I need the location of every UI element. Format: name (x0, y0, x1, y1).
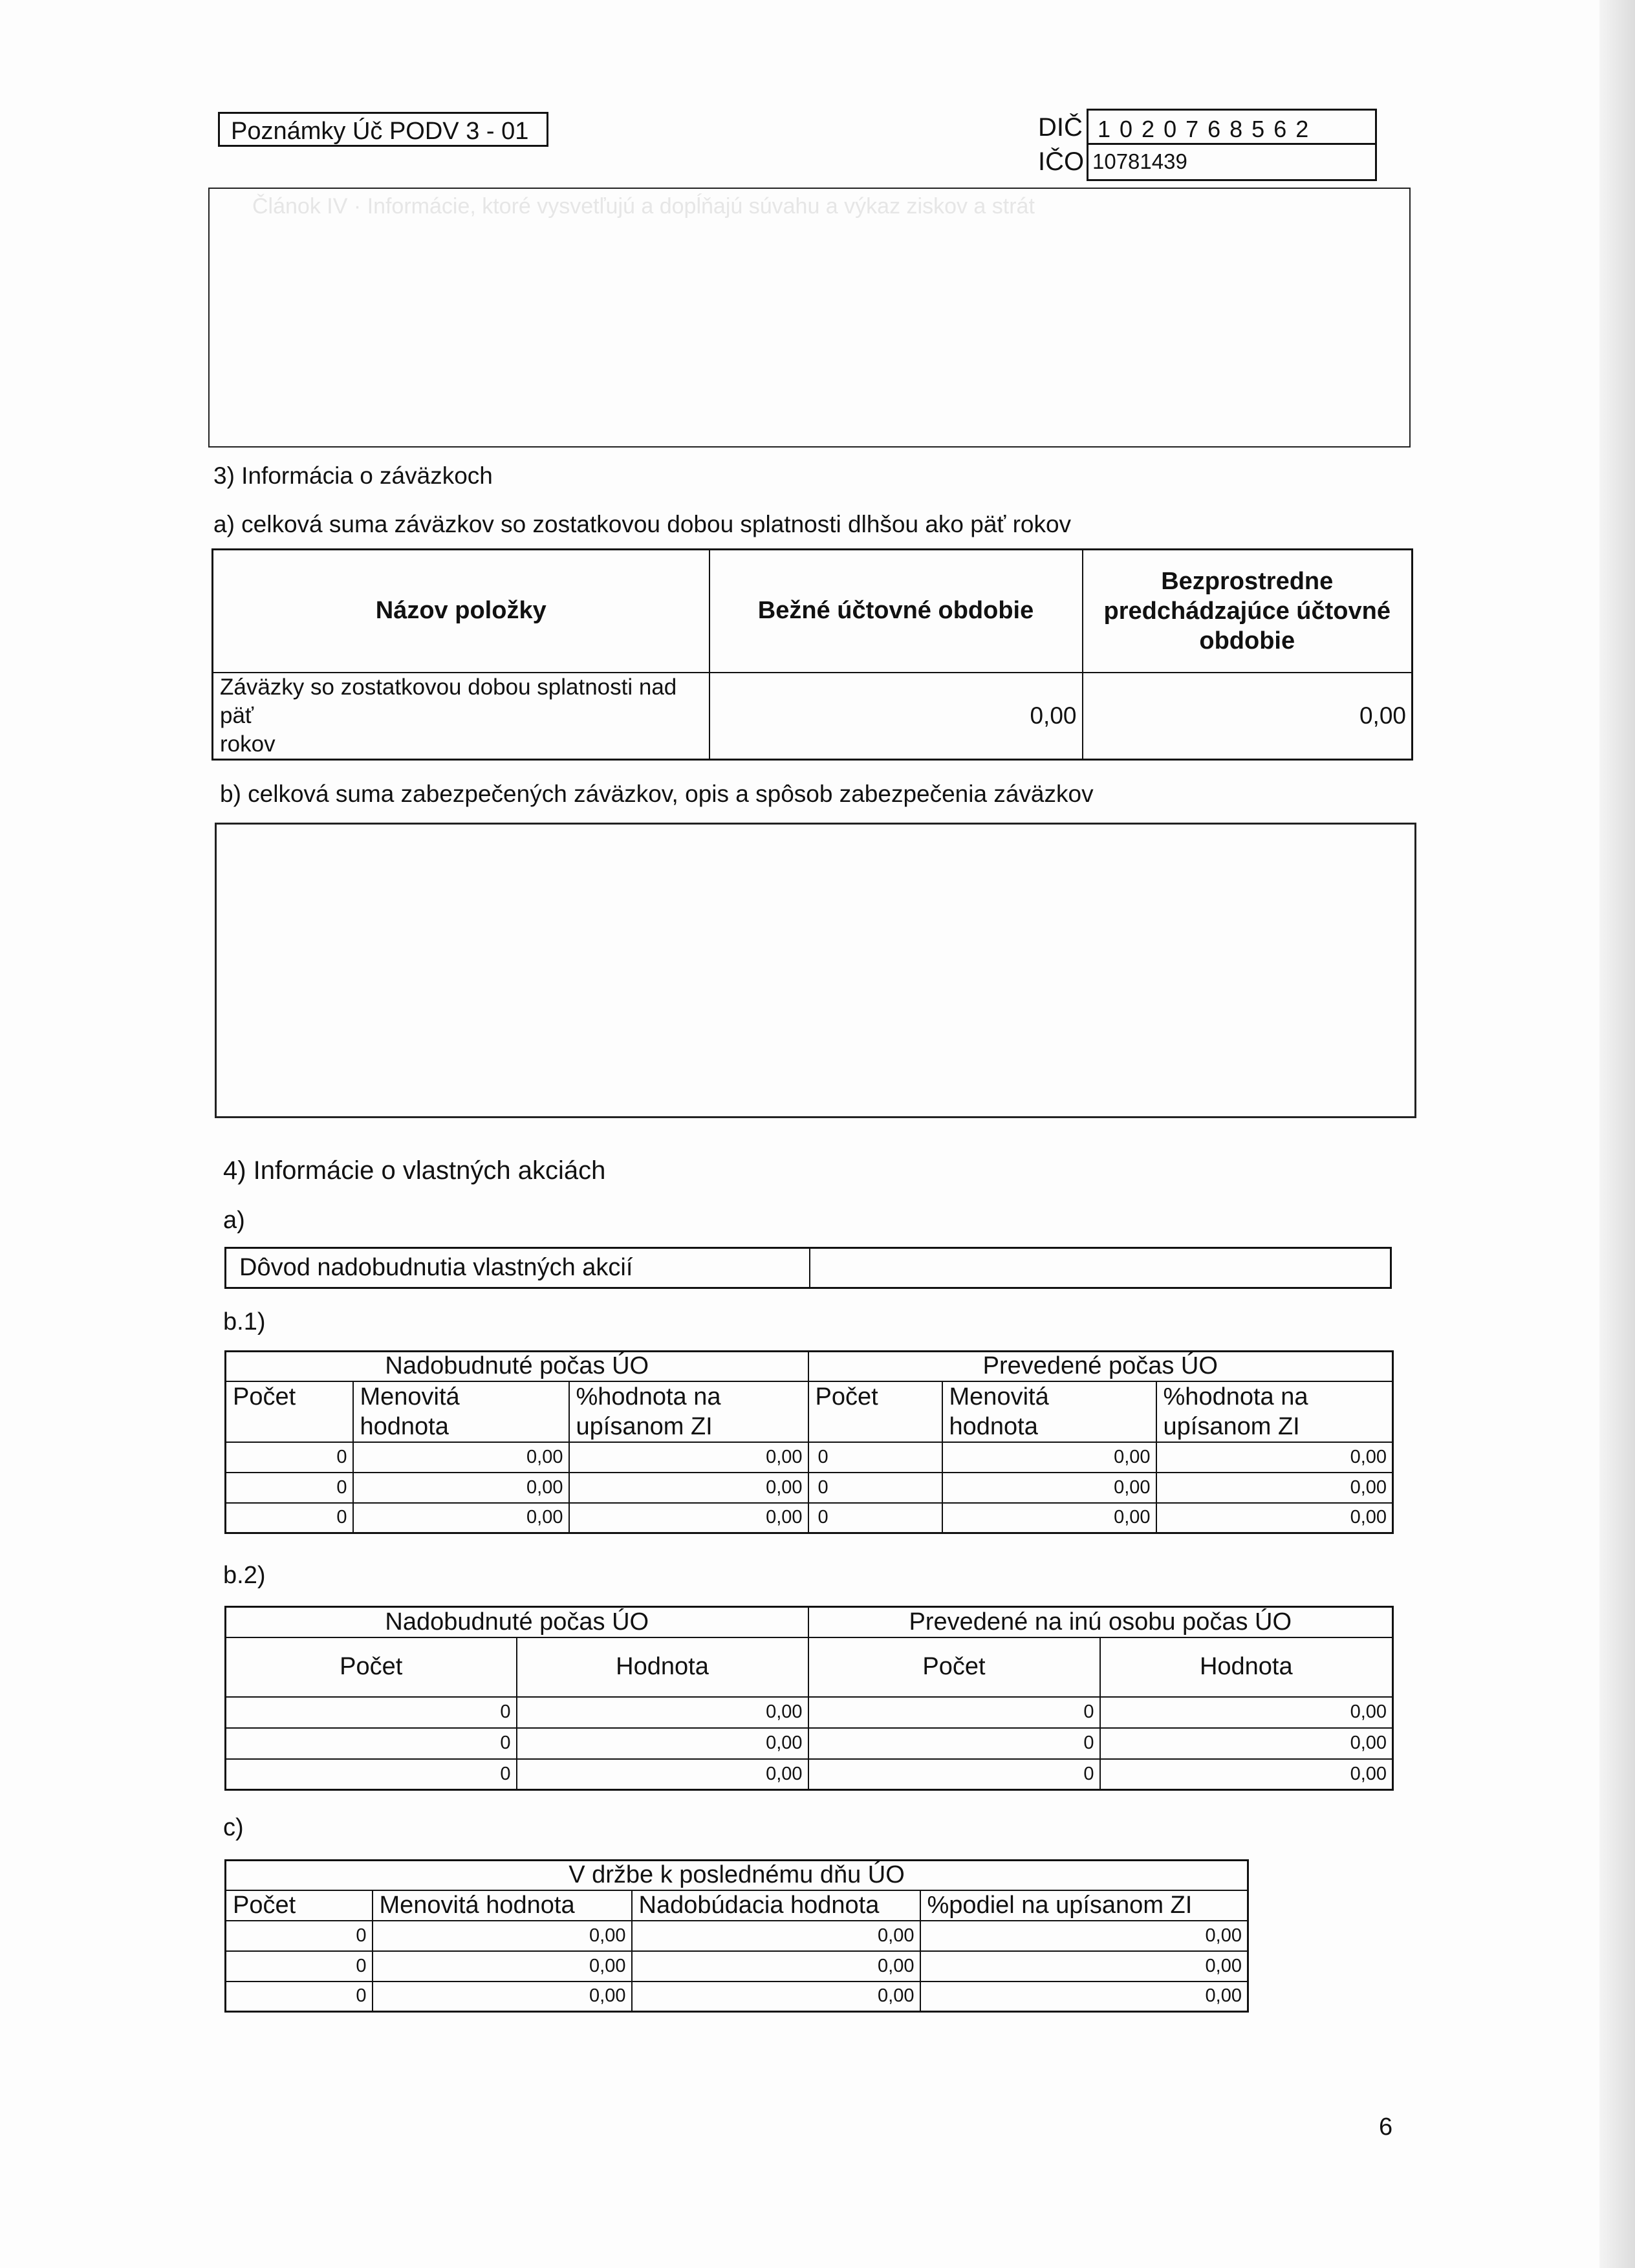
b2-acquired-group: Nadobudnuté počas ÚO (226, 1607, 808, 1637)
table-row (226, 1982, 1248, 2012)
own-shares-c-table (224, 1859, 1249, 2013)
page-number: 6 (1379, 2113, 1393, 2141)
b1-col-pct-right-l2: upísanom ZI (1163, 1412, 1300, 1440)
ico-field (1087, 145, 1377, 181)
own-shares-b1-table (224, 1350, 1394, 1534)
form-label: Poznámky Úč PODV 3 - 01 (231, 118, 529, 145)
c-col-pct: %podiel na upísanom ZI (920, 1890, 1248, 1921)
c-cell: 0,00 (373, 1921, 632, 1951)
b1-cell: 0,00 (353, 1503, 569, 1533)
b1-cell: 0,00 (353, 1473, 569, 1503)
form-label-box (218, 112, 548, 147)
b1-col-pct-right (1156, 1381, 1393, 1442)
ico-label: IČO (1038, 147, 1085, 176)
b2-cell: 0 (226, 1697, 517, 1728)
c-cell: 0 (226, 1921, 373, 1951)
b2-cell: 0,00 (1100, 1728, 1393, 1759)
c-col-acquisition: Nadobúdacia hodnota (632, 1890, 920, 1921)
section3-title: 3) Informácia o záväzkoch (213, 462, 493, 489)
row-current-value: 0,00 (709, 673, 1083, 760)
b1-cell: 0,00 (942, 1503, 1156, 1533)
c-cell: 0,00 (373, 1951, 632, 1982)
b2-col-count-right: Počet (808, 1637, 1100, 1697)
c-group-header: V držbe k poslednému dňu ÚO (226, 1861, 1248, 1890)
c-cell: 0,00 (920, 1951, 1248, 1982)
b1-acquired-group: Nadobudnuté počas ÚO (226, 1352, 808, 1381)
b1-cell: 0 (226, 1442, 353, 1473)
secured-liabilities-box (215, 823, 1416, 1118)
col-current-period: Bežné účtovné obdobie (709, 550, 1083, 673)
b2-cell: 0,00 (517, 1728, 808, 1759)
b1-cell: 0,00 (1156, 1473, 1393, 1503)
c-cell: 0,00 (632, 1951, 920, 1982)
b1-cell: 0 (808, 1442, 942, 1473)
b1-col-nominal-right (942, 1381, 1156, 1442)
b2-cell: 0 (226, 1759, 517, 1790)
table-row (226, 1697, 1393, 1728)
b1-cell: 0 (226, 1503, 353, 1533)
table-row (226, 1759, 1393, 1790)
section4c-label: c) (223, 1814, 244, 1841)
row-label-line1: Záväzky so zostatkovou dobou splatnosti nad päť (220, 674, 677, 728)
b1-col-nominal-right-l1: Menovitá (949, 1383, 1049, 1410)
table-row (226, 1951, 1248, 1982)
b1-col-pct-right-l1: %hodnota na (1163, 1383, 1308, 1410)
section3a-title: a) celková suma záväzkov so zostatkovou dobou splatnosti dlhšou ako päť rokov (213, 511, 1072, 537)
b1-col-count: Počet (226, 1381, 353, 1442)
b2-transferred-group: Prevedené na inú osobu počas ÚO (808, 1607, 1393, 1637)
table-row (226, 1473, 1393, 1503)
table-row (213, 673, 1413, 760)
b1-cell: 0,00 (942, 1473, 1156, 1503)
b2-cell: 0 (808, 1759, 1100, 1790)
b1-cell: 0,00 (1156, 1442, 1393, 1473)
notes-text-box (208, 188, 1411, 448)
c-cell: 0,00 (632, 1921, 920, 1951)
reason-row (224, 1247, 1392, 1289)
b2-cell: 0 (808, 1697, 1100, 1728)
long-term-liabilities-table (211, 548, 1413, 761)
bleed-through-text: Článok IV · Informácie, ktoré vysvetľujú a dopĺňajú súvahu a výkaz ziskov a strát (252, 194, 1035, 219)
table-row (226, 1442, 1393, 1473)
b1-cell: 0,00 (353, 1442, 569, 1473)
b1-cell: 0,00 (1156, 1503, 1393, 1533)
col-previous-line3: obdobie (1199, 627, 1295, 654)
row-label-line2: rokov (220, 731, 276, 757)
table-row (226, 1503, 1393, 1533)
section4b2-label: b.2) (223, 1562, 266, 1589)
dic-field (1087, 109, 1377, 145)
b2-cell: 0 (808, 1728, 1100, 1759)
b2-cell: 0,00 (517, 1697, 808, 1728)
table-row (226, 1921, 1248, 1951)
c-cell: 0,00 (632, 1982, 920, 2012)
c-cell: 0,00 (920, 1921, 1248, 1951)
b2-col-count: Počet (226, 1637, 517, 1697)
own-shares-b2-table (224, 1606, 1394, 1791)
b1-col-nominal (353, 1381, 569, 1442)
b2-cell: 0,00 (517, 1759, 808, 1790)
col-previous-line2: predchádzajúce účtovné (1103, 597, 1391, 625)
dic-label: DIČ (1038, 113, 1083, 142)
scan-edge (1599, 0, 1635, 2268)
section4a-label: a) (223, 1207, 245, 1234)
ico-value: 10781439 (1092, 149, 1187, 173)
section4-title: 4) Informácie o vlastných akciách (223, 1156, 606, 1185)
b1-col-pct (569, 1381, 808, 1442)
b1-col-nominal-right-l2: hodnota (949, 1412, 1038, 1440)
b1-cell: 0 (226, 1473, 353, 1503)
row-previous-value: 0,00 (1083, 673, 1413, 760)
b1-cell: 0,00 (569, 1442, 808, 1473)
c-col-count: Počet (226, 1890, 373, 1921)
b2-col-value: Hodnota (517, 1637, 808, 1697)
table-row (226, 1728, 1393, 1759)
c-col-nominal: Menovitá hodnota (373, 1890, 632, 1921)
b1-cell: 0 (808, 1503, 942, 1533)
b1-col-pct-l1: %hodnota na (576, 1383, 721, 1410)
section3b-title: b) celková suma zabezpečených záväzkov, opis a spôsob zabezpečenia záväzkov (220, 781, 1094, 807)
c-cell: 0 (226, 1951, 373, 1982)
b1-cell: 0,00 (942, 1442, 1156, 1473)
reason-divider (809, 1249, 810, 1287)
b1-col-count-right: Počet (808, 1381, 942, 1442)
b2-col-value-right: Hodnota (1100, 1637, 1393, 1697)
b1-col-pct-l2: upísanom ZI (576, 1412, 713, 1440)
row-label (213, 673, 709, 760)
b1-cell: 0,00 (569, 1503, 808, 1533)
col-previous-line1: Bezprostredne (1161, 567, 1334, 595)
b1-cell: 0,00 (569, 1473, 808, 1503)
b1-col-nominal-l1: Menovitá (360, 1383, 460, 1410)
section4b1-label: b.1) (223, 1308, 266, 1335)
b1-cell: 0 (808, 1473, 942, 1503)
b1-transferred-group: Prevedené počas ÚO (808, 1352, 1393, 1381)
c-cell: 0,00 (920, 1982, 1248, 2012)
c-cell: 0,00 (373, 1982, 632, 2012)
col-item-name: Názov položky (213, 550, 709, 673)
col-previous-period (1083, 550, 1413, 673)
dic-value: 1 0 2 0 7 6 8 5 6 2 (1098, 116, 1310, 142)
b2-cell: 0,00 (1100, 1697, 1393, 1728)
b1-col-nominal-l2: hodnota (360, 1412, 449, 1440)
reason-label: Dôvod nadobudnutia vlastných akcií (239, 1254, 633, 1281)
c-cell: 0 (226, 1982, 373, 2012)
b2-cell: 0,00 (1100, 1759, 1393, 1790)
b2-cell: 0 (226, 1728, 517, 1759)
